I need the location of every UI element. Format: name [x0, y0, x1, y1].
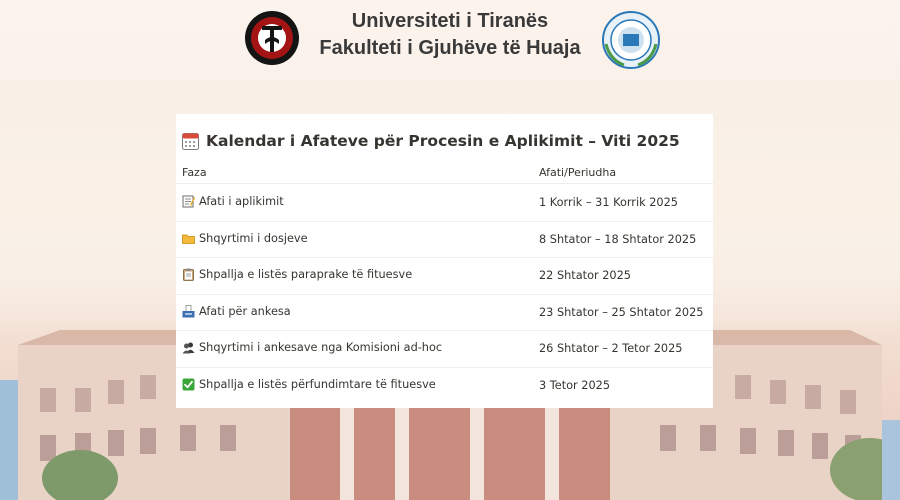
table-row	[176, 258, 713, 295]
deadlines-calendar-panel	[176, 114, 713, 408]
folder-icon	[182, 232, 195, 245]
university-of-tirana-logo	[244, 10, 300, 66]
deadlines-table	[176, 185, 713, 403]
check-mark-icon	[182, 378, 195, 391]
table-row	[176, 295, 713, 332]
calendar-title: Kalendar i Afateve për Procesin e Aplikimit – Viti 2025	[206, 132, 680, 150]
inbox-tray-icon	[182, 305, 195, 318]
university-name: Universiteti i Tiranës	[351, 10, 549, 32]
busts-icon	[182, 341, 195, 354]
clipboard-icon	[182, 268, 195, 281]
phase-label: Shpallja e listës paraprake të fituesve	[199, 268, 413, 281]
phase-label: Shqyrtimi i dosjeve	[199, 231, 308, 245]
memo-icon	[182, 195, 195, 208]
deadline-value: 1 Korrik – 31 Korrik 2025	[539, 196, 678, 209]
phase-label: Shpallja e listës përfundimtare të fituesve	[199, 377, 436, 391]
table-row	[176, 185, 713, 222]
calendar-heading	[182, 130, 680, 152]
table-header	[176, 161, 713, 184]
page-header	[0, 0, 900, 80]
column-header-deadline: Afati/Periudha	[539, 166, 617, 179]
deadline-value: 22 Shtator 2025	[539, 269, 631, 282]
phase-label: Afati për ankesa	[199, 304, 291, 318]
column-header-phase: Faza	[182, 166, 207, 179]
table-row	[176, 368, 713, 404]
calendar-icon	[182, 132, 199, 150]
deadline-value: 23 Shtator – 25 Shtator 2025	[539, 305, 704, 319]
phase-label: Shqyrtimi i ankesave nga Komisioni ad-hoc	[199, 341, 443, 354]
table-row	[176, 331, 713, 368]
deadline-value: 3 Tetor 2025	[539, 378, 611, 392]
deadline-value: 26 Shtator – 2 Tetor 2025	[539, 342, 683, 355]
faculty-seal-logo	[600, 10, 662, 70]
institution-title	[300, 8, 600, 62]
table-row	[176, 222, 713, 259]
phase-label: Afati i aplikimit	[199, 195, 284, 208]
faculty-name: Fakulteti i Gjuhëve të Huaja	[319, 37, 581, 59]
deadline-value: 8 Shtator – 18 Shtator 2025	[539, 232, 697, 246]
